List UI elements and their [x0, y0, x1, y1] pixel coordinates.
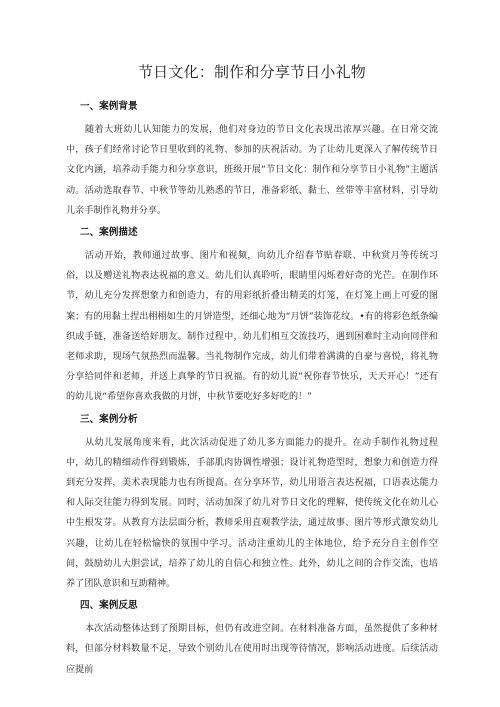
- section-heading-background: 一、案例背景: [80, 101, 138, 112]
- section-paragraph-description: 活动开始，教师通过故事、图片和视频，向幼儿介绍春节贴春联、中秋赏月等传统习俗，以及赠送礼物表达祝福的意义。幼儿们认真聆听，眼睛里闪烁着好奇的光芒。在制作环节，幼儿充分发挥想象力和创造力，有的用彩纸折叠出精美的灯笼，在灯笼上画上可爱的图案；有的用黏土捏出栩栩如生的月饼造型，还细心地为“月饼”装饰花纹。•有的将彩色纸条编织成手链，准备送给好朋友。制作过程中，幼儿们相互交流技巧，遇到困难时主动向同伴和老师求助，现场气氛热烈而温馨。当礼物制作完成，幼儿们带着满满的自豪与喜悦，将礼物分享给同伴和老师，并送上真挚的节日祝福。有的幼儿说“祝你春节快乐，天天开心！”还有的幼儿说“希望你喜欢我做的月饼，中秋节要吃好多好吃的！”: [66, 251, 438, 403]
- section-paragraph-analysis: 从幼儿发展角度来看，此次活动促进了幼儿多方面能力的提升。在动手制作礼物过程中，幼儿的精细动作得到锻炼，手部肌肉协调性增强；设计礼物造型时，想象力和创造力得到充分发挥，美术表现能力也有所提高。在分享环节，幼儿用语言表达祝福，口语表达能力和人际交往能力得到发展。同时，活动加深了幼儿对节日文化的理解，使传统文化在幼儿心中生根发芽。从教育方法层面分析，教师采用直观教学法，通过故事、图片等形式激发幼儿兴趣，让幼儿在轻松愉快的氛围中学习。活动注重幼儿的主体地位，给予充分自主创作空间，鼓励幼儿大胆尝试，培养了幼儿的自信心和独立性。此外，幼儿之间的合作交流，也培养了团队意识和互助精神。: [66, 437, 438, 590]
- document-title: 节日文化：制作和分享节日小礼物: [137, 63, 366, 81]
- section-paragraph-reflection: 本次活动整体达到了预期目标，但仍有改进空间。在材料准备方面，虽然提供了多种材料，但部分材料数量不足，导致个别幼儿在使用时出现等待情况，影响活动进度。后续活动应提前: [66, 624, 438, 675]
- section-heading-analysis: 三、案例分析: [80, 413, 138, 425]
- section-heading-reflection: 四、案例反思: [80, 600, 138, 612]
- section-heading-description: 二、案例描述: [80, 227, 138, 239]
- section-paragraph-background: 随着大班幼儿认知能力的发展，他们对身边的节日文化表现出浓厚兴趣。在日常交流中，孩子们经常讨论节日里收到的礼物、参加的庆祝活动。为了让幼儿更深入了解传统节日文化内涵，培养动手能力和分享意识，班级开展“节日文化：制作和分享节日小礼物”主题活动。活动选取春节、中秋节等幼儿熟悉的节日，准备彩纸、黏土、丝带等丰富材料，引导幼儿亲手制作礼物并分享。: [66, 125, 438, 216]
